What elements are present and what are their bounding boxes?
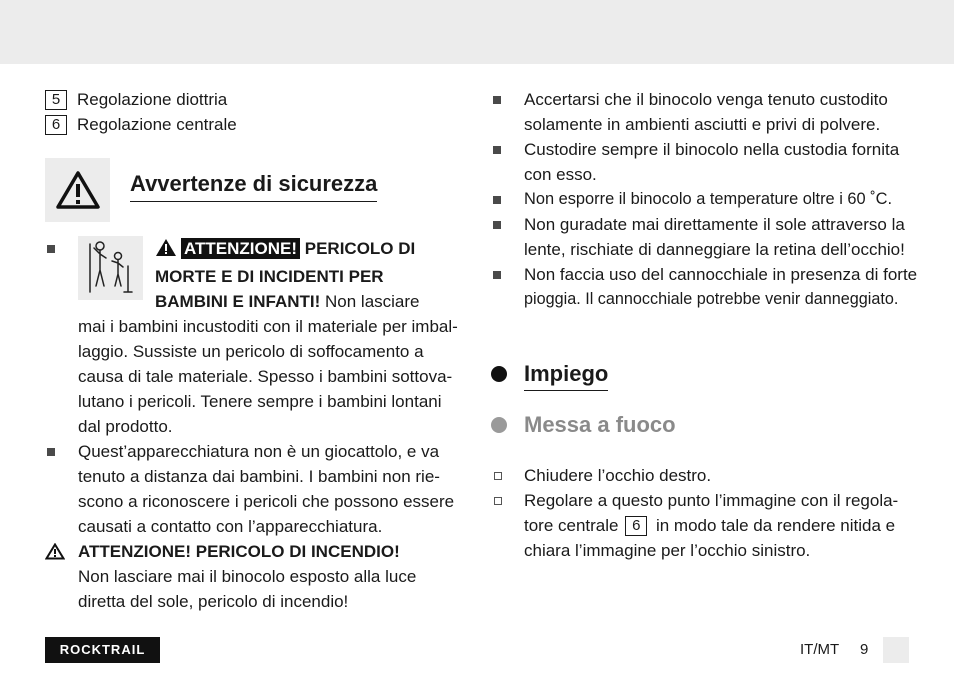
body-text: Custodire sempre il binocolo nella custodia fornita xyxy=(524,140,900,159)
list-item xyxy=(491,87,916,137)
danger-text: MORTE E DI INCIDENTI PER xyxy=(155,267,384,286)
body-text: in modo tale da rendere nitida e xyxy=(655,516,896,535)
reference-number: 6 xyxy=(625,516,647,536)
body-text: tore centrale xyxy=(524,516,619,535)
body-text: mai i bambini incustoditi con il materiale per imbal- xyxy=(78,317,458,336)
body-text: laggio. Sussiste un pericolo di soffocamento a xyxy=(78,342,424,361)
body-text: lutano i pericoli. Tenere sempre i bambini lontani xyxy=(78,392,442,411)
legend-number: 6 xyxy=(45,115,67,135)
body-text: causati a contatto con l’apparecchiatura. xyxy=(78,517,383,536)
body-text: Non lasciare xyxy=(320,292,420,311)
attention-label: ATTENZIONE! xyxy=(181,238,300,259)
bullet-square-icon xyxy=(47,448,55,456)
body-text: tenuto a distanza dai bambini. I bambini non rie- xyxy=(78,467,440,486)
warning-triangle-icon xyxy=(155,238,177,264)
body-text: Chiudere l’occhio destro. xyxy=(524,466,712,485)
list-item xyxy=(491,187,916,212)
body-text: Non guradate mai direttamente il sole attraverso la xyxy=(524,215,905,234)
legend-label: Regolazione diottria xyxy=(77,90,228,109)
list-item xyxy=(491,212,916,262)
legend-label: Regolazione centrale xyxy=(77,115,237,134)
body-text: Quest’apparecchiatura non è un giocattolo, e va xyxy=(78,442,440,461)
bullet-square-icon xyxy=(493,271,501,279)
body-text: Regolare a questo punto l’immagine con il regola- xyxy=(524,491,899,510)
page-marker xyxy=(883,637,909,663)
usage-heading xyxy=(491,360,916,391)
list-item xyxy=(491,262,916,312)
usage-title: Impiego xyxy=(524,360,608,391)
focus-heading xyxy=(491,411,916,439)
fire-danger-heading: ATTENZIONE! PERICOLO DI INCENDIO! xyxy=(78,542,400,561)
body-text: Non faccia uso del cannocchiale in presenza di forte xyxy=(524,265,918,284)
fire-warning xyxy=(45,539,470,614)
bullet-dot-icon xyxy=(491,417,507,433)
left-column xyxy=(45,87,470,614)
legend-item-5 xyxy=(45,87,470,112)
bullet-square-icon xyxy=(493,196,501,204)
body-text: Non lasciare mai il binocolo esposto alla luce xyxy=(78,567,417,586)
header-band xyxy=(0,0,954,64)
toy-warning xyxy=(45,439,470,539)
body-text: Accertarsi che il binocolo venga tenuto custodito xyxy=(524,90,888,109)
bullet-dot-icon xyxy=(491,366,507,382)
right-column xyxy=(491,87,916,563)
bullet-square-icon xyxy=(493,96,501,104)
danger-text: PERICOLO DI xyxy=(300,239,416,258)
step-item xyxy=(491,488,916,563)
body-text: causa di tale materiale. Spesso i bambini sottova- xyxy=(78,367,453,386)
body-text: lente, rischiate di danneggiare la retina dell’occhio! xyxy=(524,240,905,259)
body-text: dal prodotto. xyxy=(78,417,173,436)
legend-item-6 xyxy=(45,112,470,137)
checkbox-square-icon xyxy=(494,497,502,505)
warning-triangle-icon xyxy=(45,543,65,565)
body-text: scono a riconoscere i pericoli che possono essere xyxy=(78,492,455,511)
list-item xyxy=(491,137,916,187)
checkbox-square-icon xyxy=(494,472,502,480)
focus-title: Messa a fuoco xyxy=(524,412,676,437)
bullet-square-icon xyxy=(493,146,501,154)
safety-section-header xyxy=(45,158,470,222)
safety-title: Avvertenze di sicurezza xyxy=(130,170,377,202)
body-text: pioggia. Il cannocchiale potrebbe venir danneggiato. xyxy=(524,290,899,308)
legend-number: 5 xyxy=(45,90,67,110)
bullet-square-icon xyxy=(47,245,55,253)
brand-logo: ROCKTRAIL xyxy=(45,637,160,663)
body-text: con esso. xyxy=(524,165,597,184)
warning-triangle-icon xyxy=(45,158,110,222)
bullet-square-icon xyxy=(493,221,501,229)
language-code: IT/MT xyxy=(800,641,840,658)
page-number: 9 xyxy=(860,641,869,658)
children-warning xyxy=(45,236,470,439)
body-text: Non esporre il binocolo a temperature oltre i 60 ˚C. xyxy=(524,190,893,208)
step-item xyxy=(491,463,916,488)
body-text: chiara l’immagine per l’occhio sinistro. xyxy=(524,541,811,560)
body-text: diretta del sole, pericolo di incendio! xyxy=(78,592,349,611)
child-danger-icon xyxy=(78,236,143,300)
danger-text: BAMBINI E INFANTI! xyxy=(155,292,321,311)
body-text: solamente in ambienti asciutti e privi di polvere. xyxy=(524,115,881,134)
